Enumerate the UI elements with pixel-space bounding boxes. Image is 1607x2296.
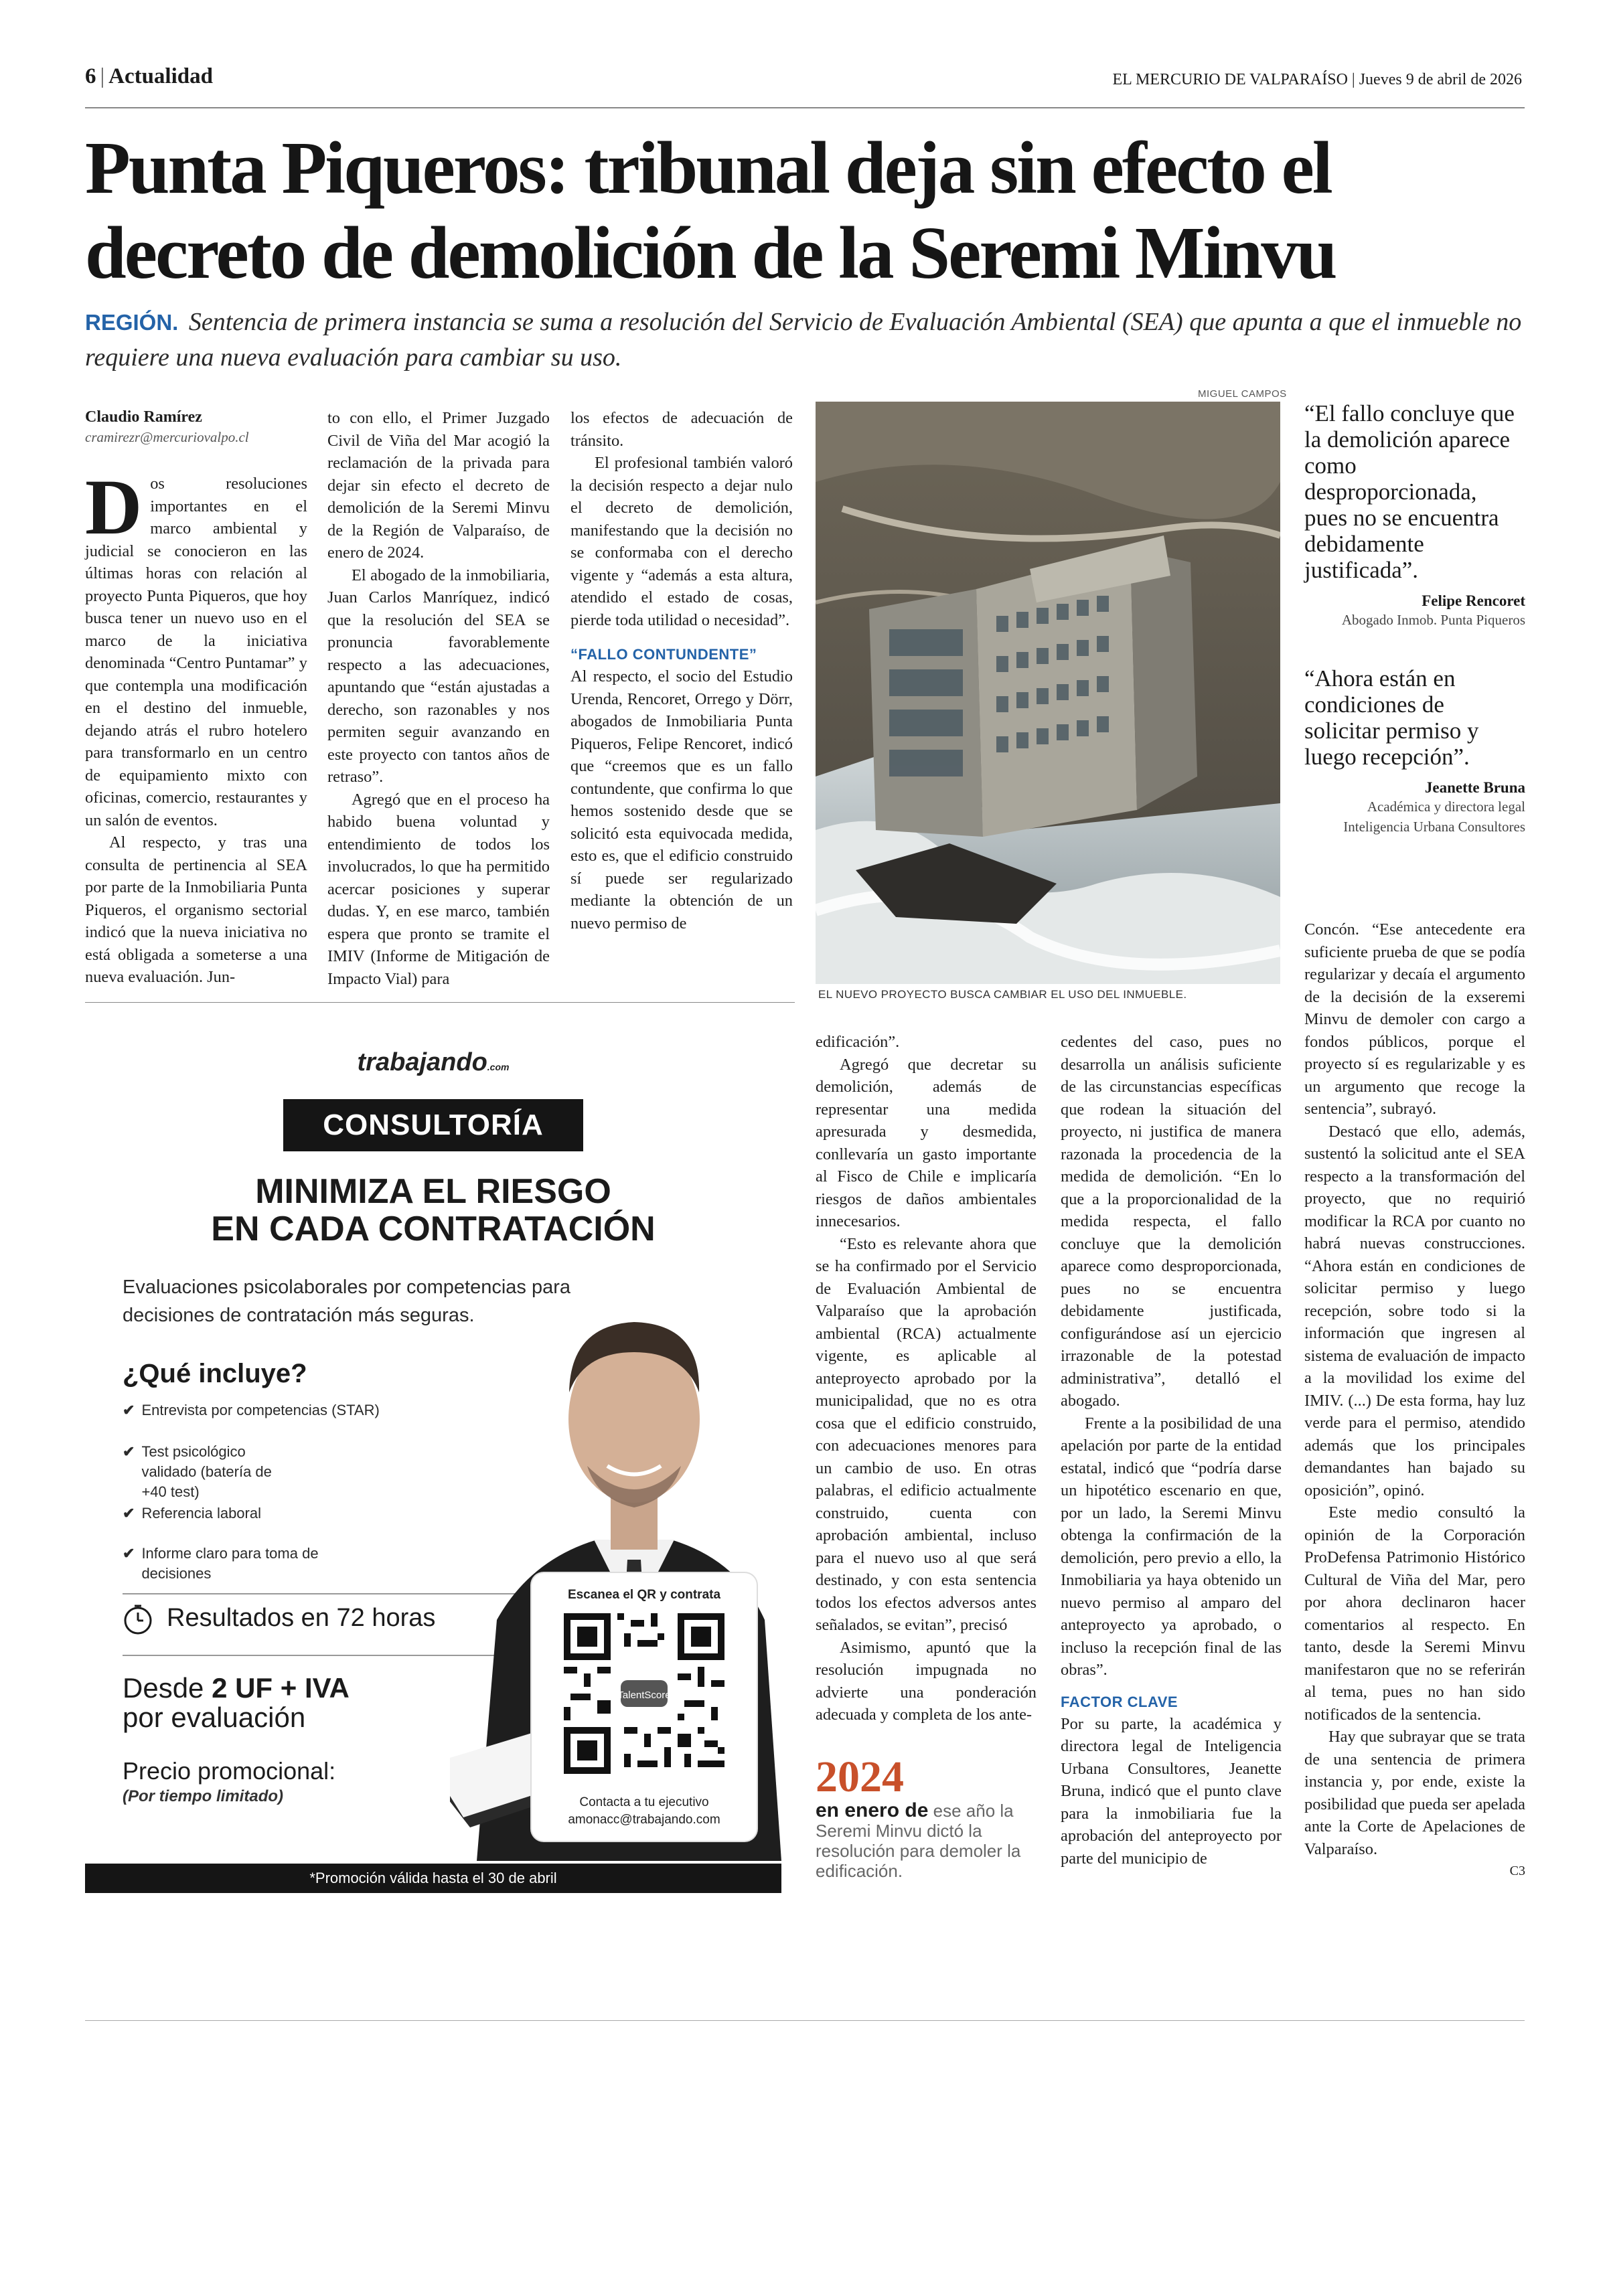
col2-p3: Agregó que en el proceso ha habido buena voluntad y entendimiento de todos los involucrados, lo que ha permitido acercar posiciones y superar dudas. Y, en ese marco, también espera que pronto se tramite el IMIV (Informe de Mitigación de Impacto Vial) para bbox=[327, 790, 550, 988]
column-1 bbox=[85, 407, 307, 989]
ad-includes-title: ¿Qué incluye? bbox=[123, 1359, 307, 1388]
qr-contact-email[interactable]: amonacc@trabajando.com bbox=[568, 1813, 720, 1827]
ad-logo-suffix: .com bbox=[487, 1062, 510, 1072]
clock-icon bbox=[123, 1604, 153, 1635]
ad-headline bbox=[85, 1173, 781, 1248]
end-mark: C3 bbox=[1509, 1864, 1525, 1878]
col3-p3: Al respecto, el socio del Estudio Urenda, Rencoret, Orrego y Dörr, abogados de Inmobiliaria Punta Piqueros, Felipe Rencoret, indicó que “creemos que es un fallo contundente, que confirma lo que hemos sostenido desde que se solicitó esta equivocada medida, esto es, que el edificio construido sí puede ser regularizado mediante la obtención de un nuevo permiso de bbox=[570, 667, 793, 932]
subhead-fallo: “FALLO CONTUNDENTE” bbox=[570, 646, 757, 663]
header-rule bbox=[85, 107, 1525, 108]
headline-line-2: decreto de demolición de la Seremi Minvu bbox=[85, 212, 1336, 295]
issue-date: Jueves 9 de abril de 2026 bbox=[1359, 71, 1522, 88]
paper-date: EL MERCURIO DE VALPARAÍSO | Jueves 9 de abril de 2026 bbox=[1112, 71, 1522, 88]
col3-p2: El profesional también valoró la decisión respecto a dejar nulo el decreto de demolición, manifestando que la decisión no se conformaba con el derecho vigente y “además a esta altura, atendido el estado de cosas, pierde toda utilidad o necesidad”. bbox=[570, 454, 793, 629]
ad-footer: *Promoción válida hasta el 30 de abril bbox=[85, 1864, 781, 1893]
section-name: Actualidad bbox=[108, 64, 213, 88]
headline bbox=[85, 126, 1525, 296]
qr-contact bbox=[532, 1794, 757, 1829]
stat-text bbox=[816, 1801, 1037, 1881]
quote-2-role-2: Inteligencia Urbana Consultores bbox=[1343, 819, 1525, 835]
qr-contact-1: Contacta a tu ejecutivo bbox=[579, 1795, 709, 1809]
lead-tag: REGIÓN. bbox=[85, 310, 179, 335]
headline-line-1: Punta Piqueros: tribunal deja sin efecto el bbox=[85, 127, 1331, 210]
column-4 bbox=[816, 1031, 1037, 1726]
byline-author: Claudio Ramírez bbox=[85, 408, 202, 426]
check-icon: ✔ bbox=[123, 1545, 135, 1562]
ad-item-3: ✔ Referencia laboral bbox=[123, 1505, 261, 1522]
qr-badge: TalentScore bbox=[617, 1690, 671, 1701]
ad-head-2: EN CADA CONTRATACIÓN bbox=[211, 1210, 656, 1248]
col1-p1: os resoluciones importantes en el marco ambiental y judicial se conocieron en las últimas horas con relación al proyecto Punta Piqueros, que hoy busca tener un nuevo uso en el marco de la iniciativa denominada “Centro Puntamar” y que contempla una modificación en el destino del inmueble, dejando atrás el rubro hotelero para transformarlo en un centro de equipamiento mixto con oficinas, comercio, restaurantes y un salón de eventos. bbox=[85, 475, 307, 829]
stat-bold: en enero de bbox=[816, 1799, 929, 1821]
ad-item-4: ✔ Informe claro para toma de decisiones bbox=[123, 1545, 319, 1582]
ad-banner: CONSULTORÍA bbox=[283, 1099, 583, 1151]
col3-p1: los efectos de adecuación de tránsito. bbox=[570, 409, 793, 450]
ad-logo bbox=[85, 1048, 781, 1077]
quote-2-text: “Ahora están en condiciones de solicitar permiso y luego recepción”. bbox=[1304, 665, 1479, 770]
ad-description: Evaluaciones psicolaborales por competencias para decisiones de contratación más seguras. bbox=[123, 1277, 570, 1326]
quote-2-name: Jeanette Bruna bbox=[1424, 779, 1525, 796]
qr-code[interactable] bbox=[564, 1613, 724, 1774]
col6-p2: Destacó que ello, además, sustentó la solicitud ante el SEA respecto a la transformación del proyecto, que no requirió modificar la RCA por cuanto no habrá nuevas construcciones. “Ahora están en condiciones de solicitar permiso y luego recepción, sobre todo si la información que ingresen al sistema de evaluación de impacto a la movilidad los exime del IMIV. (...) De esta forma, hay luz verde para el permiso, atendido además que los principales demandantes han bajado su oposición”, opinó. bbox=[1304, 1122, 1525, 1499]
col5-p3: Por su parte, la académica y directora legal de Inteligencia Urbana Consultores, Jeanette Bruna, indicó que el punto clave para la inmobiliaria fue la aprobación del anteproyecto por parte del municipio de bbox=[1061, 1714, 1282, 1868]
quote-1-name: Felipe Rencoret bbox=[1422, 592, 1525, 609]
check-icon: ✔ bbox=[123, 1443, 135, 1460]
col6-p4: Hay que subrayar que se trata de una sentencia de primera instancia y, por ende, existe la posibilidad que pueda ser apelada ante la Corte de Apelaciones de Valparaíso. bbox=[1304, 1728, 1525, 1858]
stat-number: 2024 bbox=[816, 1752, 904, 1801]
column-5 bbox=[1061, 1031, 1282, 1870]
advertisement[interactable] bbox=[85, 1024, 781, 1901]
ad-top-rule bbox=[85, 1002, 795, 1003]
photo-credit: MIGUEL CAMPOS bbox=[1198, 388, 1287, 400]
ad-promo-sub: (Por tiempo limitado) bbox=[123, 1787, 283, 1805]
qr-card[interactable] bbox=[532, 1573, 757, 1841]
pull-quote-2 bbox=[1304, 665, 1525, 837]
quote-1-role: Abogado Inmob. Punta Piqueros bbox=[1341, 612, 1525, 628]
byline-email: cramirezr@mercuriovalpo.cl bbox=[85, 429, 249, 445]
pull-quote-1 bbox=[1304, 400, 1525, 630]
col2-p2: El abogado de la inmobiliaria, Juan Carlos Manríquez, indicó que la resolución del SEA se pronuncia favorablemente respecto a las adecuaciones, apuntando que “están ajustadas a derecho, son razonables y nos permiten seguir avanzando en este proyecto con tantos años de retraso”. bbox=[327, 566, 550, 786]
ad-item-2: ✔ Test psicológico validado (batería de +40 test) bbox=[123, 1443, 272, 1500]
ad-logo-text: trabajando bbox=[357, 1048, 487, 1076]
drop-cap: D bbox=[85, 463, 143, 551]
lead-text: Sentencia de primera instancia se suma a resolución del Servicio de Evaluación Ambiental (SEA) que apunta a que el inmueble no requiere una nueva evaluación para cambiar su uso. bbox=[85, 308, 1522, 372]
stat-desc: ese año la Seremi Minvu dictó la resolución para demoler la edificación. bbox=[816, 1801, 1021, 1881]
ad-results-text: Resultados en 72 horas bbox=[167, 1604, 436, 1633]
col2-p1: to con ello, el Primer Juzgado Civil de Viña del Mar acogió la reclamación de la privada para dejar sin efecto el decreto de demolición de la Seremi Minvu de la Región de Valparaíso, de enero de 2024. bbox=[327, 409, 550, 562]
col4-p2: Agregó que decretar su demolición, además de representar una medida apresurada y desmedida, conllevaría un gasto importante al Fisco de Chile e implicaría riesgos de daños ambientales innecesarios. bbox=[816, 1055, 1037, 1230]
col1-p2: Al respecto, y tras una consulta de pertinencia al SEA por parte de la Inmobiliaria Punta Piqueros, el organismo sectorial indicó que la nueva iniciativa no está obligada a someterse a una nueva evaluación. Jun- bbox=[85, 833, 307, 986]
ad-item-1: ✔ Entrevista por competencias (STAR) bbox=[123, 1402, 380, 1418]
paper-name: EL MERCURIO DE VALPARAÍSO bbox=[1112, 71, 1348, 88]
ad-head-1: MINIMIZA EL RIESGO bbox=[255, 1172, 611, 1211]
ad-price-suffix: por evaluación bbox=[123, 1702, 306, 1733]
qr-title: Escanea el QR y contrata bbox=[567, 1588, 721, 1602]
bottom-rule bbox=[85, 2020, 1525, 2021]
col5-p1: cedentes del caso, pues no desarrolla un análisis suficiente de las circunstancias específicas que rodean la situación del proyecto, ni justifica de manera razonada la procedencia de la medida de demolición. “En lo que a la proporcionalidad de la medida respecta, el fallo concluye que la demolición aparece como desproporcionada, pues no se encuentra debidamente justificada, configurándose así un ejercicio irrazonable de la potestad administrativa”, detalló el abogado. bbox=[1061, 1033, 1282, 1410]
column-6 bbox=[1304, 918, 1525, 1883]
col4-p3: “Esto es relevante ahora que se ha confirmado por el Servicio de Evaluación Ambiental de Valparaíso que la aprobación ambiental (RCA) actualmente vigente, es aplicable al anteproyecto aprobado por la municipalidad, que no es otra cosa que el edificio construido, con adecuaciones menores para un cambio de uso. En otras palabras, el edificio actualmente construido, cuenta con aprobación ambiental, incluso para el nuevo uso al que será destinado, y con esta sentencia todos los efectos adversos antes señalados, se evitan”, precisó bbox=[816, 1234, 1037, 1634]
col6-p3: Este medio consultó la opinión de la Corporación ProDefensa Patrimonio Histórico Cultural de Viña del Mar, pero por ahora declinaron hacer comentarios al respecto. En tanto, desde la Seremi Minvu manifestaron que no se referirán al tema, pues no han sido notificados de la sentencia. bbox=[1304, 1503, 1525, 1724]
ad-promo: Precio promocional: bbox=[123, 1757, 336, 1785]
ad-price-prefix: Desde bbox=[123, 1672, 204, 1704]
col4-p4: Asimismo, apuntó que la resolución impugnada no advierte una ponderación adecuada y completa de los ante- bbox=[816, 1638, 1037, 1724]
page-section-label: 6 | Actualidad bbox=[85, 64, 213, 88]
col5-p2: Frente a la posibilidad de una apelación por parte de la entidad estatal, indicó que “podría darse un hipotético escenario en que, por un lado, la Seremi Minvu obtenga la confirmación de la demolición, pero previo a ello, la Inmobiliaria ya haya obtenido un nuevo permiso al amparo del anteproyecto ya aprobado, o incluso la recepción final de las obras”. bbox=[1061, 1414, 1282, 1679]
building-photo bbox=[816, 402, 1280, 984]
ad-price-bold: 2 UF + IVA bbox=[212, 1672, 350, 1704]
lead bbox=[85, 305, 1525, 375]
column-3 bbox=[570, 407, 793, 934]
subhead-factor: FACTOR CLAVE bbox=[1061, 1693, 1178, 1710]
ad-price bbox=[123, 1673, 350, 1732]
check-icon: ✔ bbox=[123, 1505, 135, 1522]
photo-caption: EL NUEVO PROYECTO BUSCA CAMBIAR EL USO DEL INMUEBLE. bbox=[818, 988, 1187, 1001]
quote-2-role-1: Académica y directora legal bbox=[1367, 799, 1525, 815]
col6-p1: Concón. “Ese antecedente era suficiente prueba de que se podía regularizar y decaía el argumento de la decisión de la exseremi Minvu de demoler con cargo a fondos públicos, porque el proyecto sí es regularizable y es un argumento que recoge la sentencia”, subrayó. bbox=[1304, 920, 1525, 1118]
building-photo-illustration bbox=[816, 402, 1280, 984]
stat-box bbox=[816, 1754, 1037, 1881]
check-icon: ✔ bbox=[123, 1402, 135, 1418]
page-number: 6 bbox=[85, 64, 96, 88]
quote-1-text: “El fallo concluye que la demolición aparece como desproporcionada, pues no se encuentra debidamente justificada”. bbox=[1304, 400, 1515, 583]
col4-p1: edificación”. bbox=[816, 1033, 900, 1051]
column-2 bbox=[327, 407, 550, 990]
